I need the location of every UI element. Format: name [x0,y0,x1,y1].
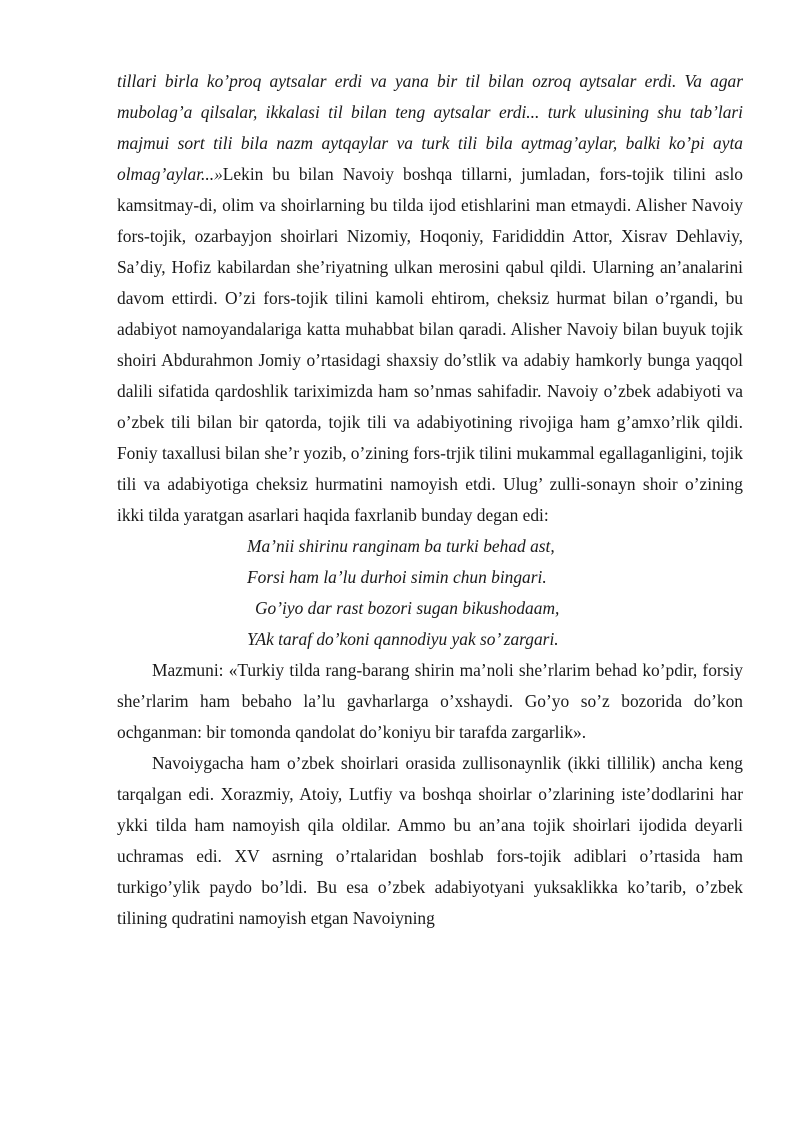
verse-line: Go’iyo dar rast bozori sugan bikushodaam, [255,598,560,618]
paragraph-body: Lekin bu bilan Navoiy boshqa tillarni, jumladan, fors-tojik tilini aslo kamsitmay-di, olim va shoirlarning bu tilda ijod etishlarini man etmaydi. Alisher Navoiy fors-tojik, ozarbayjon shoirlari Nizomiy, Hoqoniy, Farididdin Attor, Xisrav Dehlaviy, Sa’diy, Hofiz kabilardan she’riyatning ulkan merosini qabul qildi. Ularning an’analarini davom ettirdi. O’zi fors-tojik tilini kamoli ehtirom, cheksiz hurmat bilan o’rgandi, bu adabiyot namoyandalariga katta muhabbat bilan qaradi. Alisher Navoiy bilan buyuk tojik shoiri Abdurahmon Jomiy o’rtasidagi shaxsiy do’stlik va adabiy hamkorly bunga yaqqol dalili sifatida qardoshlik tariximizda ham so’nmas sahifadir. Navoiy o’zbek adabiyoti va o’zbek tili bilan bir qatorda, tojik tili va adabiyotining rivojiga ham g’amxo’rlik qildi. Foniy taxallusi bilan she’r yozib, o’zining fors-trjik tilini mukammal egallaganligini, tojik tili va adabiyotiga cheksiz hurmatini namoyish etdi. Ulug’ zulli-sonayn shoir o’zining ikki tilda yaratgan asarlari haqida faxrlanib bunday degan edi: [117,164,743,525]
opening-paragraph [117,66,743,531]
verse-line: Ma’nii shirinu ranginam ba turki behad ast, [247,536,555,556]
verse-line: YAk taraf do’koni qannodiyu yak so’ zargari. [247,629,559,649]
verse-line: Forsi ham la’lu durhoi simin chun bingari. [247,567,547,587]
translation-paragraph: Mazmuni: «Turkiy tilda rang-barang shirin ma’noli she’rlarim behad ko’pdir, forsiy she’rlarim ham bebaho la’lu gavharlarga o’xshaydi. Go’yo so’z bozorida do’kon ochganman: bir tomonda qandolat do’koniyu bir tarafda zargarlik». [117,660,743,742]
poem-verse [117,531,743,655]
document-page [117,66,743,934]
closing-paragraph: Navoiygacha ham o’zbek shoirlari orasida zullisonaynlik (ikki tillilik) ancha keng tarqalgan edi. Xorazmiy, Atoiy, Lutfiy va boshqa shoirlar o’zlarining iste’dodlarini har ykki tilda ham namoyish qila oldilar. Ammo bu an’ana tojik shoirlari ijodida deyarli uchramas edi. XV asrning o’rtalaridan boshlab fors-tojik adiblari o’rtasida ham turkigo’ylik paydo bo’ldi. Bu esa o’zbek adabiyotyani yuksaklikka ko’tarib, o’zbek tilining qudratini namoyish etgan Navoiyning [117,753,743,928]
quoted-passage: tillari birla ko’proq aytsalar erdi va yana bir til bilan ozroq aytsalar erdi. Va agar mubolag’a qilsalar, ikkalasi til bilan teng aytsalar erdi... turk ulusining shu tab’lari majmui sort tili bila nazm aytqaylar va turk tili bila aytmag’aylar, balki ko’pi ayta olmag’aylar...» [117,71,743,184]
